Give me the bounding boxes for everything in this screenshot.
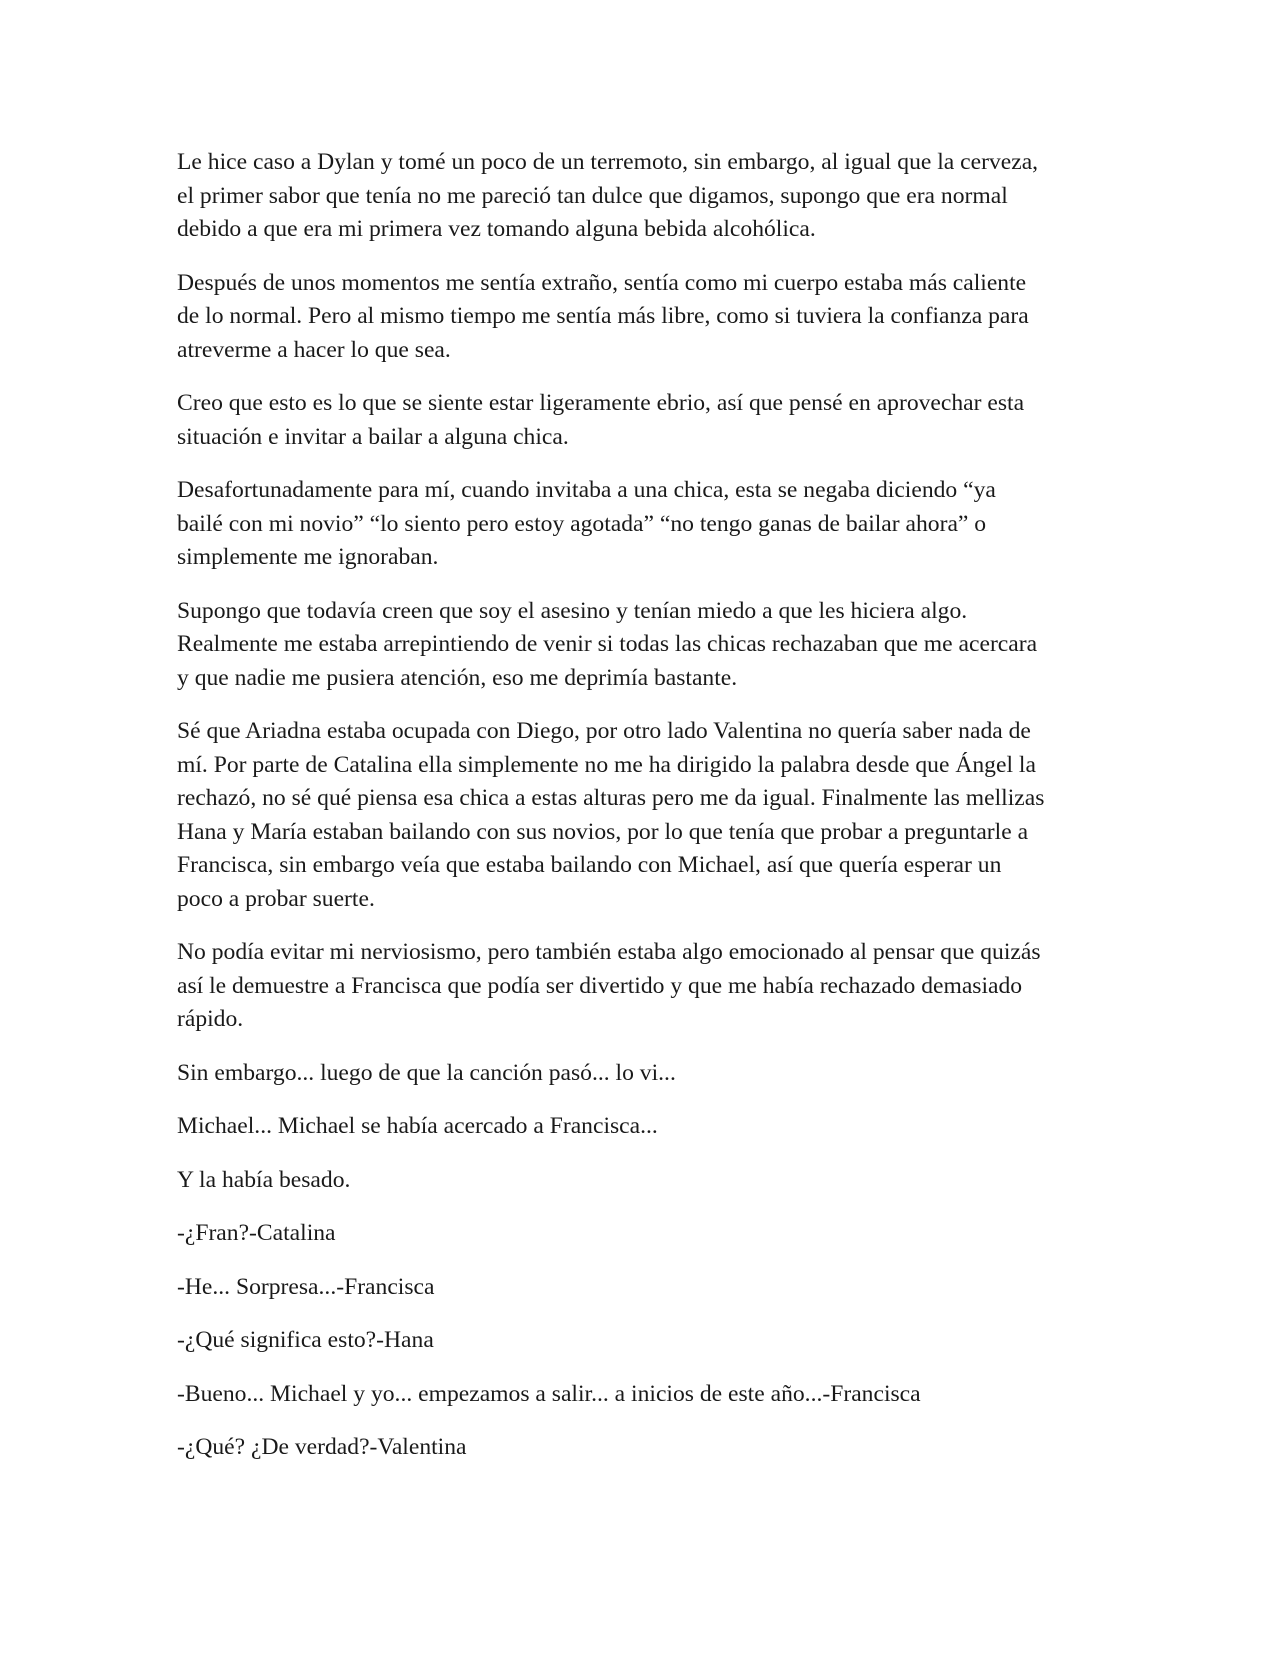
text-line: situación e invitar a bailar a alguna chica.: [177, 423, 569, 450]
text-line: de lo normal. Pero al mismo tiempo me sentía más libre, como si tuviera la confianza para: [177, 303, 1029, 329]
text-line: Sé que Ariadna estaba ocupada con Diego, por otro lado Valentina no quería saber nada de: [177, 718, 1031, 744]
dialogue-line: [177, 1431, 1117, 1465]
text-line: simplemente me ignoraban.: [177, 544, 439, 570]
text-line: el primer sabor que tenía no me pareció tan dulce que digamos, supongo que era normal: [177, 182, 1008, 209]
paragraph: [177, 595, 1117, 696]
text-line: rechazó, no sé qué piensa esa chica a estas alturas pero me da igual. Finalmente las mellizas: [177, 785, 1045, 811]
text-line: Desafortunadamente para mí, cuando invitaba a una chica, esta se negaba diciendo “ya: [177, 477, 996, 503]
text-line: así le demuestre a Francisca que podía ser divertido y que me había rechazado demasiado: [177, 972, 1023, 999]
text-line: atreverme a hacer lo que sea.: [177, 336, 451, 363]
text-line: rápido.: [177, 1006, 244, 1032]
text-line: -¿Fran?-Catalina: [177, 1220, 336, 1246]
paragraph: [177, 1110, 1117, 1144]
text-line: Realmente me estaba arrepintiendo de venir si todas las chicas rechazaban que me acercara: [177, 631, 1038, 657]
text-line: poco a probar suerte.: [177, 885, 375, 912]
body-text: [177, 146, 1117, 1485]
text-line: debido a que era mi primera vez tomando alguna bebida alcohólica.: [177, 216, 816, 242]
paragraph: [177, 936, 1117, 1037]
text-line: Supongo que todavía creen que soy el asesino y tenían miedo a que les hiciera algo.: [177, 597, 968, 624]
paragraph: [177, 146, 1117, 247]
text-line: -Bueno... Michael y yo... empezamos a salir... a inicios de este año...-Francisca: [177, 1380, 921, 1407]
text-line: Michael... Michael se había acercado a Francisca...: [177, 1113, 658, 1139]
dialogue-line: [177, 1271, 1117, 1305]
text-line: mí. Por parte de Catalina ella simplemente no me ha dirigido la palabra desde que Ángel la: [177, 751, 1036, 778]
paragraph: [177, 1164, 1117, 1198]
paragraph: [177, 267, 1117, 368]
dialogue-line: [177, 1324, 1117, 1358]
dialogue-line: [177, 1378, 1117, 1412]
text-line: Creo que esto es lo que se siente estar ligeramente ebrio, así que pensé en aprovechar esta: [177, 390, 1025, 416]
text-line: No podía evitar mi nerviosismo, pero también estaba algo emocionado al pensar que quizás: [177, 939, 1041, 965]
text-line: -He... Sorpresa...-Francisca: [177, 1273, 435, 1300]
text-line: -¿Qué significa esto?-Hana: [177, 1327, 434, 1353]
text-line: Y la había besado.: [177, 1166, 351, 1193]
paragraph: [177, 715, 1117, 916]
text-line: Francisca, sin embargo veía que estaba bailando con Michael, así que quería esperar un: [177, 852, 1002, 878]
text-line: Sin embargo... luego de que la canción pasó... lo vi...: [177, 1059, 676, 1086]
text-line: y que nadie me pusiera atención, eso me deprimía bastante.: [177, 664, 738, 691]
paragraph: [177, 1057, 1117, 1091]
text-line: -¿Qué? ¿De verdad?-Valentina: [177, 1434, 467, 1460]
dialogue-line: [177, 1217, 1117, 1251]
paragraph: [177, 387, 1117, 454]
text-line: bailé con mi novio” “lo siento pero estoy agotada” “no tengo ganas de bailar ahora” o: [177, 510, 987, 537]
text-line: Le hice caso a Dylan y tomé un poco de un terremoto, sin embargo, al igual que la cerveza,: [177, 149, 1039, 175]
text-line: Después de unos momentos me sentía extraño, sentía como mi cuerpo estaba más caliente: [177, 269, 1027, 296]
paragraph: [177, 474, 1117, 575]
text-line: Hana y María estaban bailando con sus novios, por lo que tenía que probar a preguntarle a: [177, 818, 1029, 845]
